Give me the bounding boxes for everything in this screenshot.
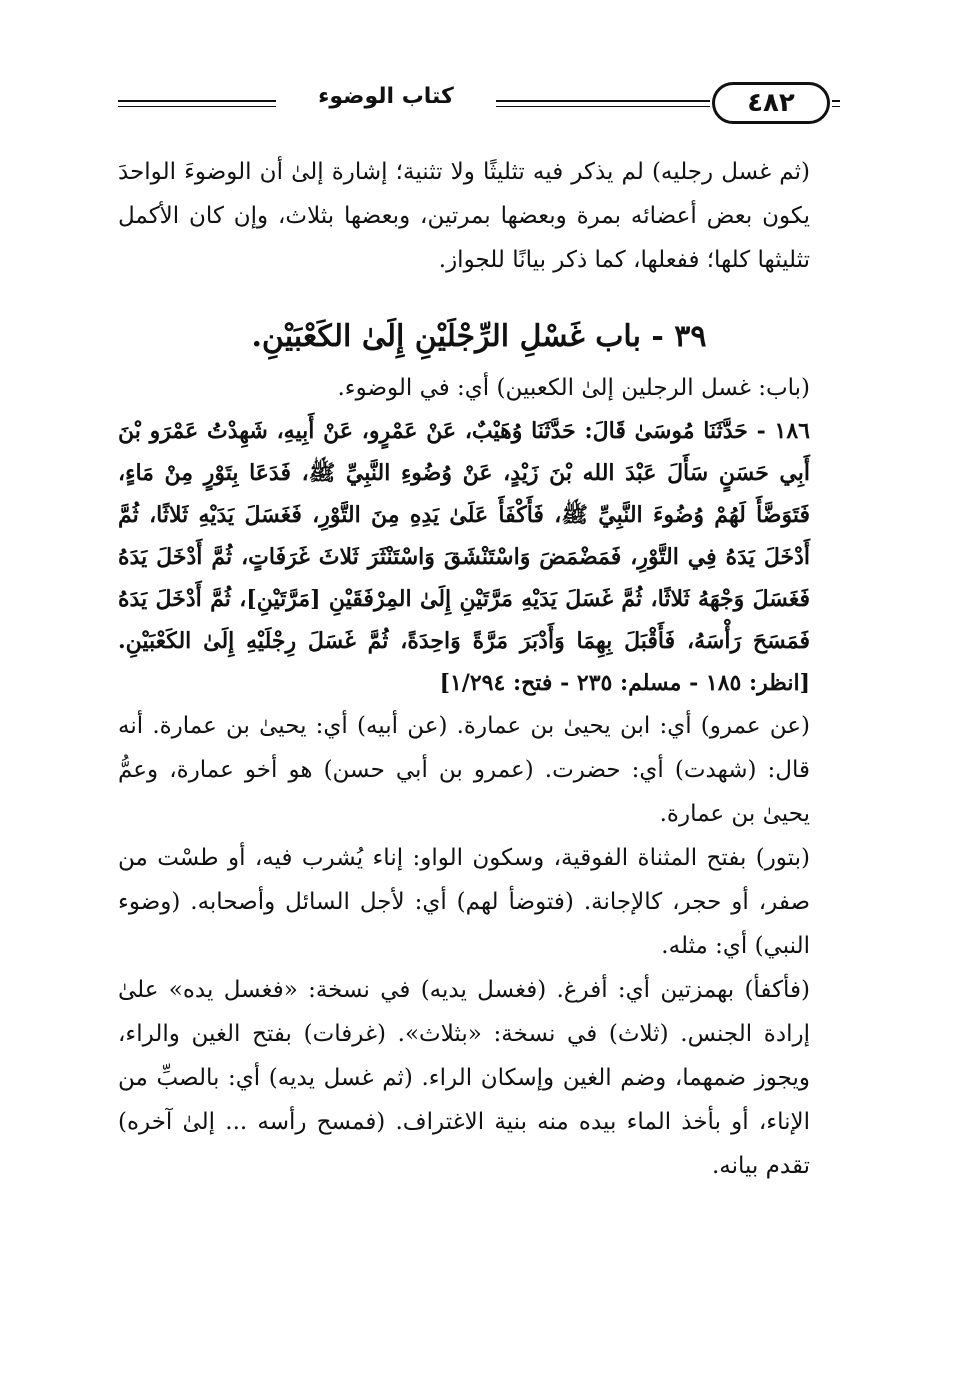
commentary-paragraph-3: (فأكفأ) بهمزتين أي: أفرغ. (فغسل يديه) في نسخة: «فغسل يده» علىٰ إرادة الجنس. (ثلاث) في نسخة: «بثلاث». (غرفات) بفتح الغين والراء، ويجوز ضمهما، وضم الغين وإسكان الراء. (ثم غسل يديه) أي: بالصبِّ من الإناء، أو بأخذ الماء بيده منه بنية الاغتراف. (فمسح رأسه ... إلىٰ آخره) تقدم بيانه.: [118, 977, 810, 1179]
hadith-text: ١٨٦ - حَدَّثَنَا مُوسَىٰ قَالَ: حَدَّثَنَا وُهَيْبٌ، عَنْ عَمْرٍو، عَنْ أَبِيهِ، شَهِدْتُ عَمْرَو بْنَ أَبِي حَسَنٍ سَأَلَ عَبْدَ الله بْنَ زَيْدٍ، عَنْ وُضُوءِ النَّبِيِّ ﷺ، فَدَعَا بِتَوْرٍ مِنْ مَاءٍ، فَتَوَضَّأَ لَهُمْ وُضُوءَ النَّبِيِّ ﷺ، فَأَكْفَأَ عَلَىٰ يَدِهِ مِنَ التَّوْرِ، فَغَسَلَ يَدَيْهِ ثَلاثًا، ثُمَّ أَدْخَلَ يَدَهُ فِي التَّوْرِ، فَمَضْمَضَ وَاسْتَنْشَقَ وَاسْتَنْثَرَ ثَلاثَ غَرَفَاتٍ، ثُمَّ أَدْخَلَ يَدَهُ فَغَسَلَ وَجْهَهُ ثَلاثًا، ثُمَّ غَسَلَ يَدَيْهِ مَرَّتَيْنِ إِلَىٰ المِرْفَقَيْنِ [مَرَّتَيْنِ]، ثُمَّ أَدْخَلَ يَدَهُ فَمَسَحَ رَأْسَهُ، فَأَقْبَلَ بِهِمَا وَأَدْبَرَ مَرَّةً وَاحِدَةً، ثُمَّ غَسَلَ رِجْلَيْهِ إِلَىٰ الكَعْبَيْنِ. [انظر: ١٨٥ - مسلم: ٢٣٥ - فتح: ١/٢٩٤]: [118, 418, 810, 696]
chapter-explanation: (باب: غسل الرجلين إلىٰ الكعبين) أي: في الوضوء.: [337, 375, 810, 401]
header-rule-left-top: [118, 100, 276, 102]
header-rule-middle-bottom: [496, 106, 710, 107]
header-rule-left-bottom: [118, 106, 276, 107]
page-number: ٤٨٢: [712, 82, 830, 124]
commentary-paragraph-1: (عن عمرو) أي: ابن يحيىٰ بن عمارة. (عن أبيه) أي: يحيىٰ بن عمارة. أنه قال: (شهدت) أي: حضرت. (عمرو بن أبي حسن) هو أخو عمارة، وعمُّ يحيىٰ بن عمارة.: [118, 713, 810, 827]
chapter-title: ٣٩ - باب غَسْلِ الرِّجْلَيْنِ إِلَىٰ الكَعْبَيْنِ.: [251, 319, 707, 354]
header-rule-right-bottom: [832, 106, 840, 107]
page-content: [118, 150, 840, 1188]
commentary-paragraph-2: (بتور) بفتح المثناة الفوقية، وسكون الواو: إناء يُشرب فيه، أو طسْت من صفر، أو حجر، كالإجانة. (فتوضأ لهم) أي: لأجل السائل وأصحابه. (وضوء النبي) أي: مثله.: [118, 845, 810, 959]
page-header: [118, 78, 840, 128]
header-rule-right-top: [832, 100, 840, 102]
intro-paragraph: (ثم غسل رجليه) لم يذكر فيه تثليثًا ولا تثنية؛ إشارة إلىٰ أن الوضوءَ الواحدَ يكون بعض أعضائه بمرة وبعضها بمرتين، وبعضها بثلاث، وإن كان الأكمل تثليثها كلها؛ ففعلها، كما ذكر بيانًا للجواز.: [118, 159, 810, 273]
running-title: كتاب الوضوء: [278, 84, 494, 109]
header-rule-middle-top: [496, 100, 710, 102]
